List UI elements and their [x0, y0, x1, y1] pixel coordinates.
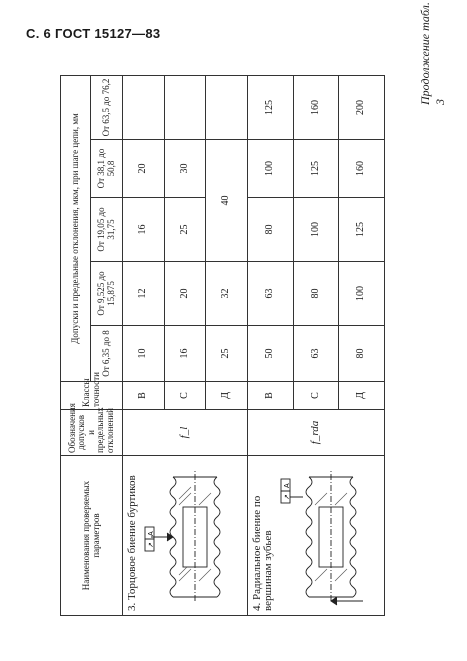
- param-name: 3. Торцовое биение буртиков: [126, 475, 138, 611]
- col-param-header: Наименования проверяемых параметров: [61, 456, 123, 616]
- accuracy-class: Д: [339, 382, 385, 410]
- col-class-header: Классы точности: [61, 382, 123, 410]
- continuation-label: Продолжение табл. 3: [418, 2, 447, 105]
- tolerance-symbol: f_rda: [247, 410, 384, 456]
- radial-runout-drawing: [279, 460, 371, 611]
- value-cell: 63: [293, 326, 339, 382]
- value-cell: 80: [247, 198, 293, 262]
- accuracy-class: С: [164, 382, 206, 410]
- col-symbol-header: Обозначения допусков и предельных отклонений: [61, 410, 123, 456]
- accuracy-class: Д: [206, 382, 248, 410]
- value-cell: [206, 75, 248, 139]
- datum-label: A: [147, 531, 155, 536]
- page-header: С. 6 ГОСТ 15127—83: [26, 26, 161, 41]
- col-group-header: Допуски и предельные отклонения, мкм, при шаге цепи, мм: [61, 75, 91, 381]
- value-cell: 160: [339, 140, 385, 198]
- value-cell: 40: [206, 140, 248, 262]
- face-runout-drawing: [143, 460, 235, 611]
- accuracy-class: С: [293, 382, 339, 410]
- value-cell: 80: [339, 326, 385, 382]
- value-cell: 20: [123, 140, 165, 198]
- accuracy-class: В: [247, 382, 293, 410]
- svg-text:↗: ↗: [283, 494, 291, 500]
- pitch-range-header: От 19,05 до 31,75: [91, 198, 123, 262]
- value-cell: 20: [164, 262, 206, 326]
- value-cell: 30: [164, 140, 206, 198]
- value-cell: 63: [247, 262, 293, 326]
- value-cell: 12: [123, 262, 165, 326]
- tolerance-table: [60, 75, 385, 616]
- value-cell: 80: [293, 262, 339, 326]
- svg-text:↗: ↗: [147, 542, 155, 548]
- param-cell: [247, 456, 384, 616]
- datum-label: A: [283, 483, 291, 488]
- value-cell: [123, 75, 165, 139]
- value-cell: 25: [164, 198, 206, 262]
- value-cell: 32: [206, 262, 248, 326]
- value-cell: 100: [247, 140, 293, 198]
- accuracy-class: В: [123, 382, 165, 410]
- value-cell: 25: [206, 326, 248, 382]
- pitch-range-header: От 63,5 до 76,2: [91, 75, 123, 139]
- value-cell: 125: [293, 140, 339, 198]
- value-cell: 200: [339, 75, 385, 139]
- pitch-range-header: От 6,35 до 8: [91, 326, 123, 382]
- value-cell: 125: [247, 75, 293, 139]
- value-cell: 10: [123, 326, 165, 382]
- value-cell: 100: [339, 262, 385, 326]
- value-cell: 125: [339, 198, 385, 262]
- value-cell: [164, 75, 206, 139]
- pitch-range-header: От 9,525 до 15,875: [91, 262, 123, 326]
- param-name: 4. Радиальное биение по вершинам зубьев: [250, 495, 275, 611]
- tolerance-symbol: f_l: [123, 410, 248, 456]
- value-cell: 16: [164, 326, 206, 382]
- value-cell: 160: [293, 75, 339, 139]
- param-cell: [123, 456, 248, 616]
- value-cell: 50: [247, 326, 293, 382]
- value-cell: 100: [293, 198, 339, 262]
- pitch-range-header: От 38,1 до 50,8: [91, 140, 123, 198]
- value-cell: 16: [123, 198, 165, 262]
